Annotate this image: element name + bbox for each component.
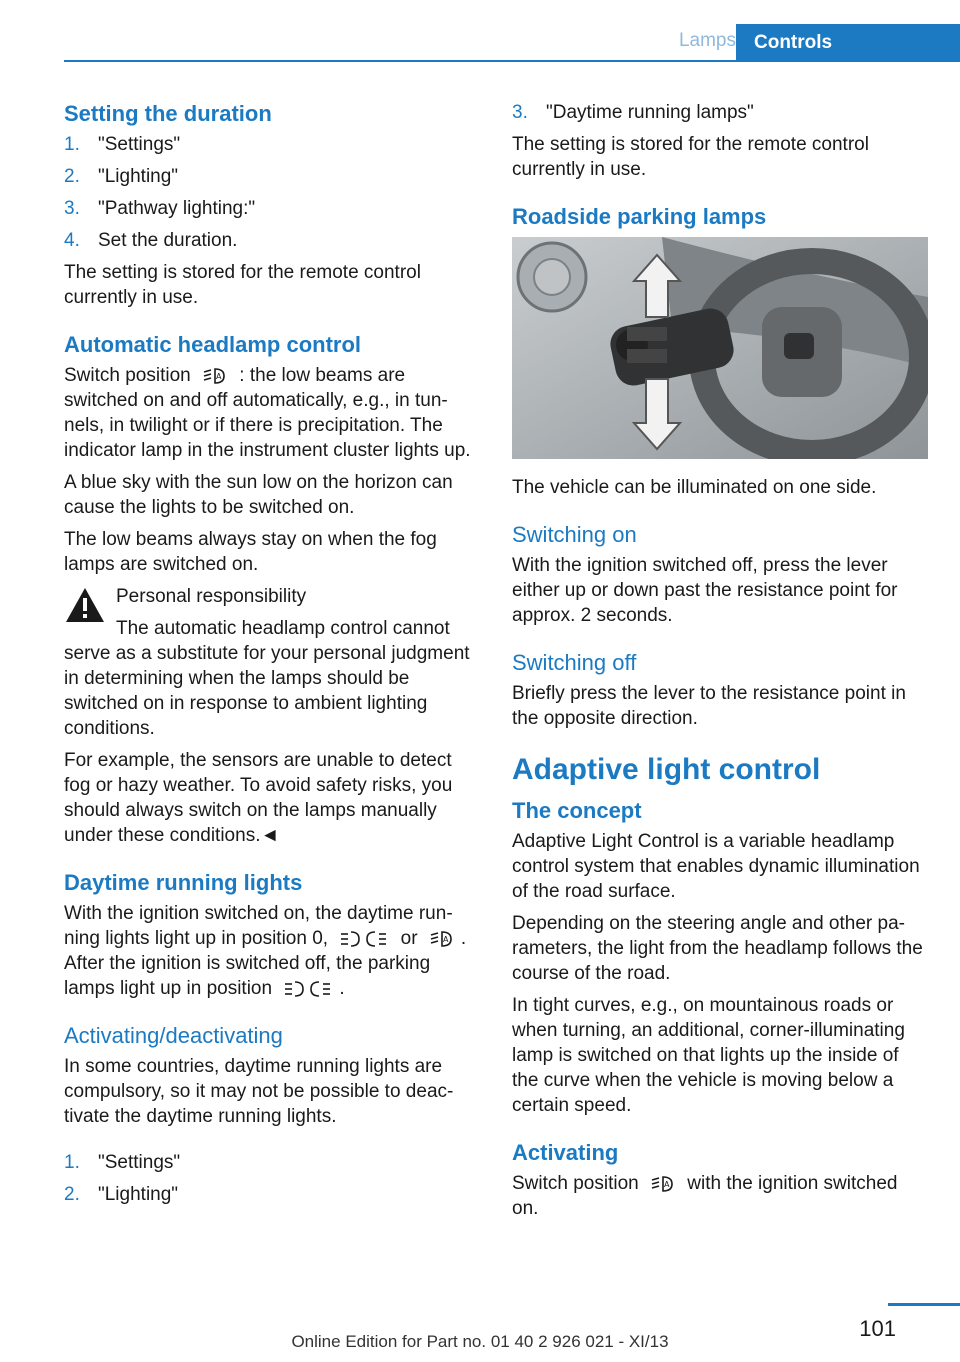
list-item: 2. "Lighting" <box>64 166 179 187</box>
auto-headlamp-icon <box>202 366 228 386</box>
paragraph: With the ignition switched off, press the lever either up or down past the resistance point for approx. 2 seconds. <box>512 555 898 626</box>
svg-text:A: A <box>664 1179 670 1189</box>
activate-steps <box>64 1150 480 1207</box>
section-tab-lamps[interactable]: Lamps <box>678 30 736 51</box>
warning-title: Personal responsibility <box>116 586 307 607</box>
paragraph: Switch position A : the low beams are switched on and off automatically, e.g., in tunnels, in twilight or if there is precipitation. The indicator lamp in the instrument cluster lights up. <box>64 365 471 461</box>
list-item: 1. "Settings" <box>64 134 181 155</box>
daytime-step <box>512 100 928 125</box>
auto-headlamp-icon <box>429 929 455 949</box>
heading-activating-deactivating: Activating/deactivating <box>64 1023 283 1048</box>
heading-setting-duration: Setting the duration <box>64 101 272 126</box>
page-number: 101 <box>859 1316 896 1341</box>
list-item: 2. "Lighting" <box>64 1184 179 1205</box>
right-column <box>512 100 928 1228</box>
steering-lever-photo <box>512 237 928 459</box>
warning-block <box>64 584 480 609</box>
footer-rule <box>888 1303 960 1306</box>
heading-adaptive-light-control: Adaptive light control <box>512 753 821 786</box>
duration-steps <box>64 132 480 253</box>
paragraph: Briefly press the lever to the resistance point in the opposite direction. <box>512 683 906 729</box>
svg-text:A: A <box>216 371 222 381</box>
paragraph: In some countries, daytime running lights are compulsory, so it may not be possible to deactivate the daytime running lights. <box>64 1056 454 1127</box>
warning-triangle-icon <box>64 586 106 624</box>
paragraph: With the ignition switched on, the daytime running lights light up in position 0, or A . After the ignition is switched off, the parking lamps light up in position . <box>64 903 467 999</box>
parking-lamps-icon <box>339 929 389 949</box>
auto-headlamp-icon <box>650 1174 676 1194</box>
paragraph: The vehicle can be illuminated on one side. <box>512 477 877 498</box>
heading-activating: Activating <box>512 1140 619 1165</box>
heading-switching-on: Switching on <box>512 522 637 547</box>
edition-line: Online Edition for Part no. 01 40 2 926 021 - XI/13 <box>291 1332 669 1351</box>
heading-automatic-headlamp: Automatic headlamp control <box>64 332 362 357</box>
paragraph: The setting is stored for the remote control currently in use. <box>512 134 869 180</box>
warning-text: The automatic headlamp control cannot serve as a substitute for your personal judgment in determining when the lamps should be switched on in response to ambient lighting conditions. <box>64 618 470 739</box>
paragraph: Adaptive Light Control is a variable headlamp control system that enables dynamic illumination of the road surface. <box>512 831 920 902</box>
warning-text-2: For example, the sensors are unable to detect fog or hazy weather. To avoid safety risks, you should always switch on the lamps manually under these conditions.◄ <box>64 750 453 846</box>
page-header <box>0 24 960 62</box>
heading-switching-off: Switching off <box>512 650 637 675</box>
paragraph: A blue sky with the sun low on the horizon can cause the lights to be switched on. <box>64 472 453 518</box>
list-item: 3. "Pathway lighting:" <box>64 198 256 219</box>
paragraph: Switch position A with the ignition switched on. <box>512 1173 898 1219</box>
heading-daytime-running: Daytime running lights <box>64 870 303 895</box>
paragraph: The low beams always stay on when the fog lamps are switched on. <box>64 529 437 575</box>
heading-roadside-parking: Roadside parking lamps <box>512 204 767 229</box>
list-item: 3. "Daytime running lamps" <box>512 102 754 123</box>
heading-the-concept: The concept <box>512 798 642 823</box>
left-column <box>64 100 480 1214</box>
paragraph: In tight curves, e.g., on mountainous roads or when turning, an additional, corner-illuminating lamp is switched on that lights up the inside of the curve when the vehicle is moving below a certain speed. <box>512 995 905 1116</box>
paragraph: Depending on the steering angle and other parameters, the light from the headlamp follows the course of the road. <box>512 913 923 984</box>
paragraph: The setting is stored for the remote control currently in use. <box>64 262 421 308</box>
parking-lamps-icon <box>283 979 333 999</box>
list-item: 1. "Settings" <box>64 1152 181 1173</box>
chapter-tab-controls[interactable]: Controls <box>736 24 960 62</box>
svg-text:A: A <box>442 934 449 944</box>
list-item: 4. Set the duration. <box>64 230 238 251</box>
